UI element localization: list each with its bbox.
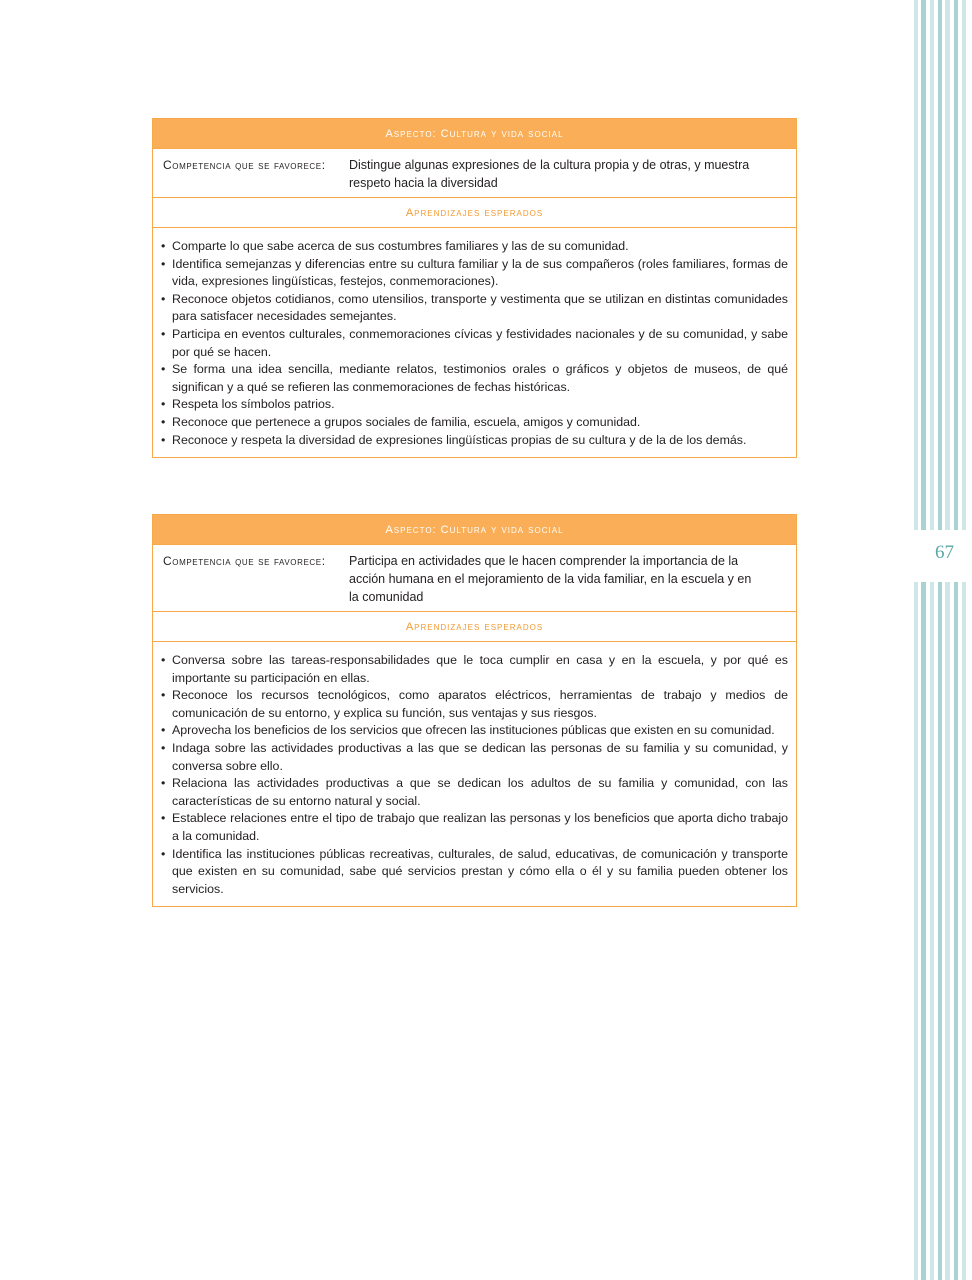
list-item: • Relaciona las actividades productivas a que se dedican los adultos de su familia y comunidad, con las características de su entorno natural y social. xyxy=(161,775,788,810)
competencia-text: Participa en actividades que le hacen comprender la importancia de la acción humana en el mejoramiento de la vida familiar, en la escuela y en la comunidad xyxy=(349,554,752,604)
list-item: • Reconoce que pertenece a grupos sociales de familia, escuela, amigos y comunidad. xyxy=(161,414,788,432)
list-item: • Participa en eventos culturales, conmemoraciones cívicas y festividades nacionales y de su comunidad, y sabe por qué se hacen. xyxy=(161,326,788,361)
list-item: • Aprovecha los beneficios de los servicios que ofrecen las instituciones públicas que existen en su comunidad. xyxy=(161,722,788,740)
list-item: • Comparte lo que sabe acerca de sus costumbres familiares y las de su comunidad. xyxy=(161,238,788,256)
aprendizajes-list xyxy=(153,228,796,457)
list-item: • Reconoce y respeta la diversidad de expresiones lingüísticas propias de su cultura y de la de los demás. xyxy=(161,432,788,450)
list-item: • Se forma una idea sencilla, mediante relatos, testimonios orales o gráficos y objetos de museos, de qué significan y a qué se refieren las conmemoraciones de fechas históricas. xyxy=(161,361,788,396)
page-number: 67 xyxy=(935,542,954,563)
competencia-text: Distingue algunas expresiones de la cultura propia y de otras, y muestra respeto hacia la diversidad xyxy=(349,158,750,190)
aspect-table-2 xyxy=(152,514,797,907)
list-item: • Identifica semejanzas y diferencias entre su cultura familiar y la de sus compañeros (roles familiares, formas de vida, expresiones lingüísticas, festejos, conmemoraciones). xyxy=(161,256,788,291)
competencia-label: Competencia que se favorece: xyxy=(163,158,326,172)
list-item: • Conversa sobre las tareas-responsabilidades que le toca cumplir en casa y en la escuela, y por qué es importante su participación en ellas. xyxy=(161,652,788,687)
aspect-header: Aspecto: Cultura y vida social xyxy=(153,515,796,545)
competencia-row xyxy=(153,149,796,198)
list-item: • Reconoce los recursos tecnológicos, como aparatos eléctricos, herramientas de trabajo y medios de comunicación de su entorno, y explica su función, sus ventajas y sus riesgos. xyxy=(161,687,788,722)
competencia-label: Competencia que se favorece: xyxy=(163,554,326,568)
list-item: • Indaga sobre las actividades productivas a las que se dedican las personas de su familia y su comunidad, y conversa sobre ello. xyxy=(161,740,788,775)
aspect-table-1 xyxy=(152,118,797,458)
side-stripes xyxy=(910,0,972,1280)
aprendizajes-header: Aprendizajes esperados xyxy=(153,198,796,228)
list-item: • Reconoce objetos cotidianos, como utensilios, transporte y vestimenta que se utilizan en distintas comunidades para satisfacer necesidades semejantes. xyxy=(161,291,788,326)
list-item: • Establece relaciones entre el tipo de trabajo que realizan las personas y los beneficios que aporta dicho trabajo a la comunidad. xyxy=(161,810,788,845)
aprendizajes-header: Aprendizajes esperados xyxy=(153,612,796,642)
aprendizajes-list xyxy=(153,642,796,906)
list-item: • Identifica las instituciones públicas recreativas, culturales, de salud, educativas, de comunicación y transporte que existen en su comunidad, sabe qué servicios prestan y cómo ella o él y su familia pueden obtener los servicios. xyxy=(161,846,788,899)
aspect-header: Aspecto: Cultura y vida social xyxy=(153,119,796,149)
list-item: • Respeta los símbolos patrios. xyxy=(161,396,788,414)
competencia-row xyxy=(153,545,796,612)
